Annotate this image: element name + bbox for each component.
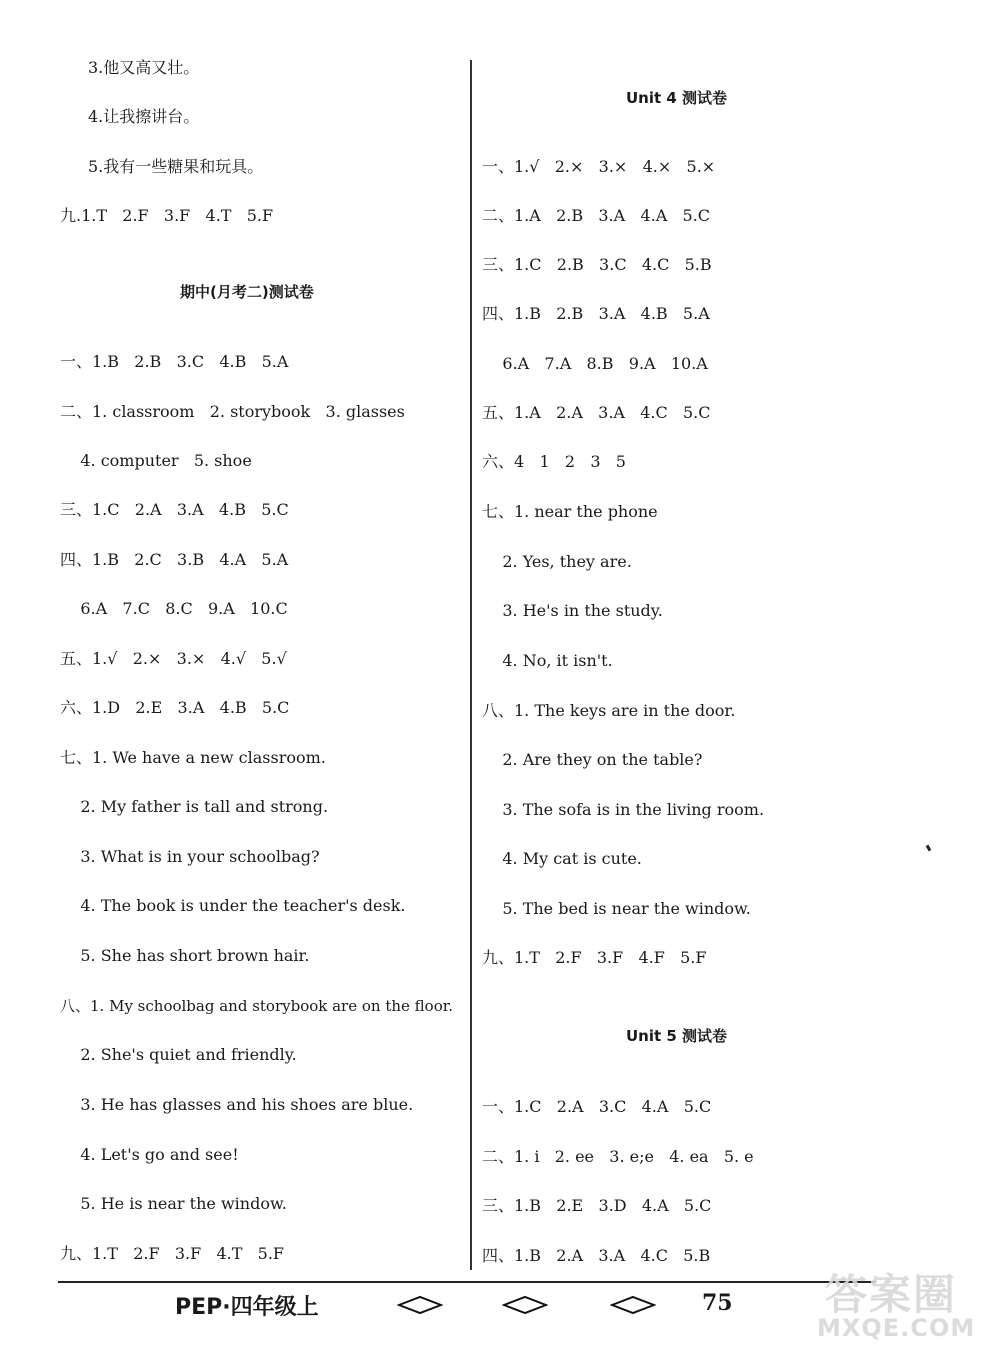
answer-line: 5. The bed is near the window. — [482, 899, 751, 918]
answer-line: 六、4 1 2 3 5 — [482, 452, 626, 471]
print-speck — [926, 845, 932, 852]
answer-line: 三、1.C 2.B 3.C 4.C 5.B — [482, 255, 712, 274]
answer-line: 2. My father is tall and strong. — [60, 797, 329, 816]
answer-line: 一、1.C 2.A 3.C 4.A 5.C — [482, 1097, 712, 1116]
watermark-logo — [815, 1262, 985, 1342]
answer-line: 二、1.A 2.B 3.A 4.A 5.C — [482, 206, 711, 225]
answer-line: 4. Let's go and see! — [60, 1145, 239, 1164]
answer-line: 九、1.T 2.F 3.F 4.T 5.F — [60, 1244, 285, 1263]
answer-line: 七、1. near the phone — [482, 502, 658, 521]
watermark-text: 答案圈 — [825, 1270, 958, 1319]
answer-line: 6.A 7.C 8.C 9.A 10.C — [60, 599, 288, 618]
answer-line: 九、1.T 2.F 3.F 4.F 5.F — [482, 948, 707, 967]
answer-line: 6.A 7.A 8.B 9.A 10.A — [482, 354, 708, 373]
answer-line: 一、1.B 2.B 3.C 4.B 5.A — [60, 352, 289, 371]
answer-line: 4. My cat is cute. — [482, 849, 642, 868]
diamond-ornament-icon — [502, 1295, 548, 1315]
answer-line: 2. She's quiet and friendly. — [60, 1045, 297, 1064]
answer-line: 九.1.T 2.F 3.F 4.T 5.F — [60, 206, 274, 225]
footer-title: PEP·四年级上 — [175, 1295, 319, 1320]
answer-line: 4. The book is under the teacher's desk. — [60, 896, 406, 915]
answer-line: 八、1. The keys are in the door. — [482, 701, 736, 720]
answer-line: 二、1. i 2. ee 3. e;e 4. ea 5. e — [482, 1147, 754, 1166]
answer-line: 3.他又高又壮。 — [88, 58, 200, 77]
answer-line: 四、1.B 2.B 3.A 4.B 5.A — [482, 304, 710, 323]
answer-line: 三、1.C 2.A 3.A 4.B 5.C — [60, 500, 289, 519]
page-number: 75 — [702, 1290, 733, 1316]
answer-line: 3. The sofa is in the living room. — [482, 800, 765, 819]
answer-line: 一、1.√ 2.× 3.× 4.× 5.× — [482, 157, 716, 176]
answer-line: 八、1. My schoolbag and storybook are on the floor. — [60, 997, 454, 1015]
answer-line: 4.让我擦讲台。 — [88, 107, 200, 126]
answer-line: 五、1.√ 2.× 3.× 4.√ 5.√ — [60, 649, 287, 668]
watermark-url: MXQE.COM — [817, 1314, 976, 1342]
answer-line: 3. He has glasses and his shoes are blue. — [60, 1095, 414, 1114]
footer-divider — [58, 1281, 876, 1283]
answer-line: 五、1.A 2.A 3.A 4.C 5.C — [482, 403, 711, 422]
answer-line: 4. computer 5. shoe — [60, 451, 252, 470]
answer-line: 5.我有一些糖果和玩具。 — [88, 157, 264, 176]
answer-line: 四、1.B 2.A 3.A 4.C 5.B — [482, 1246, 711, 1265]
diamond-ornament-icon — [397, 1295, 443, 1315]
answer-line: 5. He is near the window. — [60, 1194, 287, 1213]
answer-line: 四、1.B 2.C 3.B 4.A 5.A — [60, 550, 289, 569]
answer-line: 2. Yes, they are. — [482, 552, 632, 571]
answer-line: 六、1.D 2.E 3.A 4.B 5.C — [60, 698, 290, 717]
answer-line: 二、1. classroom 2. storybook 3. glasses — [60, 402, 405, 421]
column-divider — [470, 60, 472, 1270]
unit5-title: Unit 5 测试卷 — [626, 1027, 728, 1045]
answer-line: 4. No, it isn't. — [482, 651, 613, 670]
answer-line: 三、1.B 2.E 3.D 4.A 5.C — [482, 1196, 712, 1215]
diamond-ornament-icon — [610, 1295, 656, 1315]
section-title: 期中(月考二)测试卷 — [180, 283, 314, 301]
unit4-title: Unit 4 测试卷 — [626, 89, 728, 107]
answer-line: 3. What is in your schoolbag? — [60, 847, 320, 866]
answer-line: 3. He's in the study. — [482, 601, 663, 620]
answer-line: 七、1. We have a new classroom. — [60, 748, 326, 767]
answer-line: 5. She has short brown hair. — [60, 946, 310, 965]
answer-line: 2. Are they on the table? — [482, 750, 703, 769]
